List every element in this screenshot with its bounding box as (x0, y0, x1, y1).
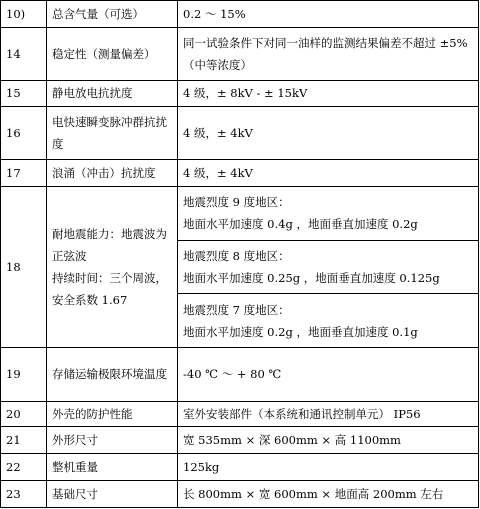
item-name: 外形尺寸 (47, 427, 178, 454)
seismic-zone-value (178, 240, 479, 294)
item-name: 外壳的防护性能 (47, 401, 178, 427)
item-value: 4 级，± 4kV (178, 107, 479, 160)
row-number: 17 (1, 160, 47, 187)
seismic-acceleration: 地面水平加速度 0.2g ，地面垂直加速度 0.1g (183, 324, 418, 339)
seismic-zone-title: 地震烈度 7 度地区： (183, 302, 290, 317)
seismic-zone-value (178, 186, 479, 240)
item-name: 静电放电抗扰度 (47, 80, 178, 107)
table-row (1, 454, 479, 481)
item-value: -40 ℃ ～ + 80 ℃ (178, 347, 479, 401)
seismic-acceleration: 地面水平加速度 0.4g ，地面垂直加速度 0.2g (183, 217, 418, 232)
row-number: 22 (1, 454, 47, 481)
item-name: 浪涌（冲击）抗扰度 (47, 160, 178, 187)
table-row (1, 107, 479, 160)
table-row (1, 186, 479, 240)
item-name: 基础尺寸 (47, 481, 178, 508)
item-value: 长 800mm × 宽 600mm × 地面高 200mm 左右 (178, 481, 479, 508)
item-value: 同一试验条件下对同一油样的监测结果偏差不超过 ±5%（中等浓度） (178, 27, 479, 80)
item-value: 0.2 ～ 15% (178, 1, 479, 28)
seismic-zone-value (178, 294, 479, 348)
table-row (1, 27, 479, 80)
table-row (1, 160, 479, 187)
row-number: 18 (1, 186, 47, 347)
item-value: 4 级，± 8kV - ± 15kV (178, 80, 479, 107)
item-value: 125kg (178, 454, 479, 481)
seismic-zone-title: 地震烈度 8 度地区： (183, 248, 290, 263)
item-name: 存储运输极限环境温度 (47, 347, 178, 401)
table-row (1, 401, 479, 427)
table-row (1, 427, 479, 454)
row-number: 19 (1, 347, 47, 401)
seismic-acceleration: 地面水平加速度 0.25g ，地面垂直加速度 0.125g (183, 270, 440, 285)
item-value: 宽 535mm × 深 600mm × 高 1100mm (178, 427, 479, 454)
table-row (1, 481, 479, 508)
row-number: 10) (1, 1, 47, 28)
row-number: 20 (1, 401, 47, 427)
item-name (47, 186, 178, 347)
row-number: 21 (1, 427, 47, 454)
item-name: 整机重量 (47, 454, 178, 481)
row-number: 16 (1, 107, 47, 160)
item-name: 总含气量（可选） (47, 1, 178, 28)
item-name-line: 持续时间：三个周波，安全系数 1.67 (52, 270, 167, 307)
item-name: 稳定性（测量偏差） (47, 27, 178, 80)
row-number: 14 (1, 27, 47, 80)
seismic-zone-title: 地震烈度 9 度地区： (183, 195, 290, 210)
item-name: 电快速瞬变脉冲群抗扰度 (47, 107, 178, 160)
row-number: 23 (1, 481, 47, 508)
item-value: 室外安装部件（本系统和通讯控制单元） IP56 (178, 401, 479, 427)
item-name-line: 耐地震能力：地震波为正弦波 (52, 226, 167, 263)
table-row (1, 347, 479, 401)
item-value: 4 级，± 4kV (178, 160, 479, 187)
table-row (1, 1, 479, 28)
row-number: 15 (1, 80, 47, 107)
table-row (1, 80, 479, 107)
